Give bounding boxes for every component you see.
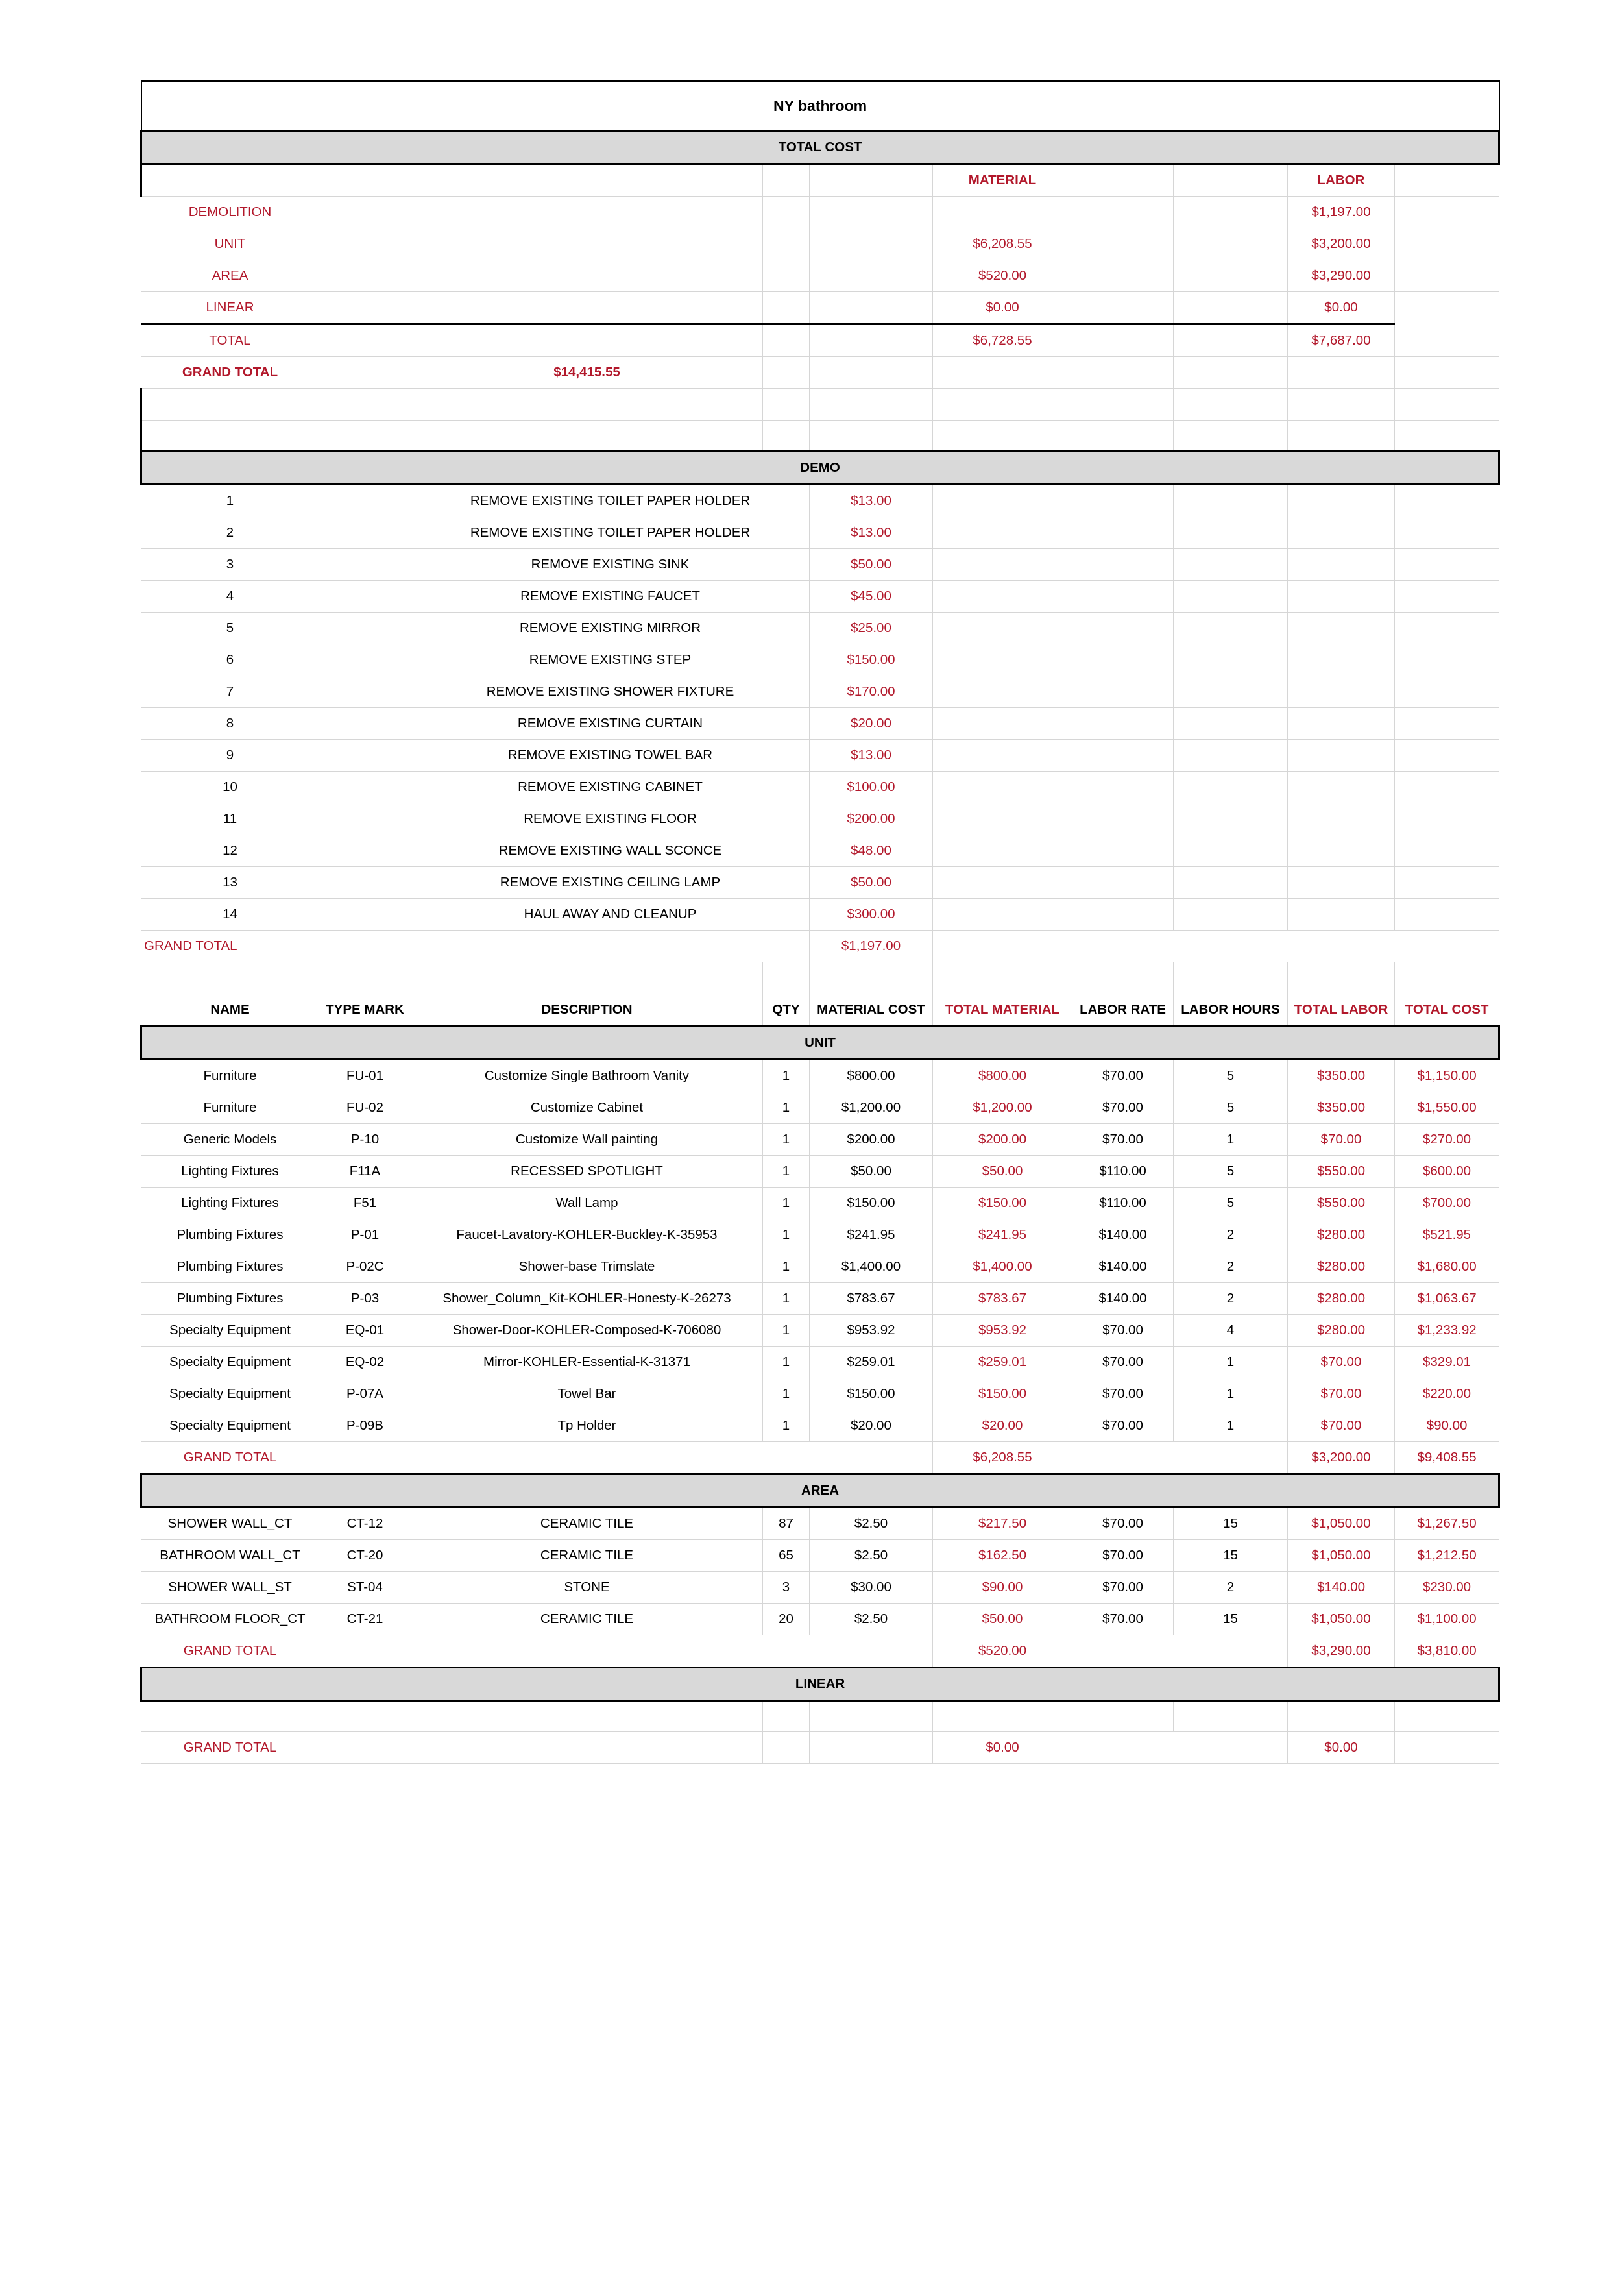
area-grand-total-cost: $3,810.00 xyxy=(1395,1635,1499,1668)
summary-total-label: TOTAL xyxy=(141,324,319,357)
area-row: SHOWER WALL_ST ST-04 STONE 3 $30.00 $90.00 $70.00 2 $140.00 $230.00 xyxy=(141,1572,1499,1604)
area-grand-total-row xyxy=(141,1635,1499,1668)
summary-label: AREA xyxy=(141,260,319,292)
section-demo: DEMO xyxy=(141,452,1499,485)
unit-row: Specialty Equipment P-09B Tp Holder 1 $20.00 $20.00 $70.00 1 $70.00 $90.00 xyxy=(141,1410,1499,1442)
demo-item-description: REMOVE EXISTING FAUCET xyxy=(411,581,810,613)
demo-item-description: REMOVE EXISTING TOILET PAPER HOLDER xyxy=(411,485,810,517)
demo-grand-total-row xyxy=(141,931,1499,962)
summary-total-row xyxy=(141,324,1499,357)
demo-item-number: 14 xyxy=(141,899,319,931)
section-total-cost: TOTAL COST xyxy=(141,131,1499,164)
demo-grand-total-label: GRAND TOTAL xyxy=(141,931,810,962)
unit-grand-total-material: $6,208.55 xyxy=(933,1442,1072,1474)
col-total-cost: TOTAL COST xyxy=(1395,994,1499,1027)
demo-item-description: REMOVE EXISTING WALL SCONCE xyxy=(411,835,810,867)
unit-row: Specialty Equipment P-07A Towel Bar 1 $150.00 $150.00 $70.00 1 $70.00 $220.00 xyxy=(141,1378,1499,1410)
demo-item-cost: $48.00 xyxy=(810,835,933,867)
summary-row xyxy=(141,292,1499,324)
col-description: DESCRIPTION xyxy=(411,994,763,1027)
demo-item-cost: $150.00 xyxy=(810,644,933,676)
unit-grand-total-label: GRAND TOTAL xyxy=(141,1442,319,1474)
demo-item-cost: $25.00 xyxy=(810,613,933,644)
demo-item-number: 6 xyxy=(141,644,319,676)
summary-labor: $3,290.00 xyxy=(1288,260,1395,292)
demo-row xyxy=(141,613,1499,644)
unit-row: Specialty Equipment EQ-01 Shower-Door-KOHLER-Composed-K-706080 1 $953.92 $953.92 $70.00 4 $280.00 $1,233.92 xyxy=(141,1315,1499,1347)
demo-item-cost: $170.00 xyxy=(810,676,933,708)
demo-row xyxy=(141,708,1499,740)
demo-item-description: REMOVE EXISTING SINK xyxy=(411,549,810,581)
demo-row xyxy=(141,740,1499,772)
summary-labor: $0.00 xyxy=(1288,292,1395,324)
col-labor-rate: LABOR RATE xyxy=(1072,994,1174,1027)
demo-row xyxy=(141,485,1499,517)
unit-row: Furniture FU-02 Customize Cabinet 1 $1,200.00 $1,200.00 $70.00 5 $350.00 $1,550.00 xyxy=(141,1092,1499,1124)
demo-item-number: 4 xyxy=(141,581,319,613)
demo-item-number: 3 xyxy=(141,549,319,581)
unit-grand-total-labor: $3,200.00 xyxy=(1288,1442,1395,1474)
demo-item-cost: $300.00 xyxy=(810,899,933,931)
section-linear: LINEAR xyxy=(141,1668,1499,1701)
demo-item-description: REMOVE EXISTING STEP xyxy=(411,644,810,676)
demo-item-number: 2 xyxy=(141,517,319,549)
col-qty: QTY xyxy=(763,994,810,1027)
demo-grand-total-value: $1,197.00 xyxy=(810,931,933,962)
demo-item-description: REMOVE EXISTING MIRROR xyxy=(411,613,810,644)
summary-label: DEMOLITION xyxy=(141,197,319,228)
demo-row xyxy=(141,899,1499,931)
section-area: AREA xyxy=(141,1474,1499,1508)
demo-item-cost: $50.00 xyxy=(810,867,933,899)
area-row: SHOWER WALL_CT CT-12 CERAMIC TILE 87 $2.50 $217.50 $70.00 15 $1,050.00 $1,267.50 xyxy=(141,1508,1499,1540)
unit-grand-total-cost: $9,408.55 xyxy=(1395,1442,1499,1474)
linear-grand-total-row xyxy=(141,1732,1499,1764)
demo-item-number: 9 xyxy=(141,740,319,772)
summary-label: LINEAR xyxy=(141,292,319,324)
demo-item-number: 13 xyxy=(141,867,319,899)
demo-item-description: REMOVE EXISTING CEILING LAMP xyxy=(411,867,810,899)
demo-item-cost: $200.00 xyxy=(810,803,933,835)
section-unit: UNIT xyxy=(141,1027,1499,1060)
demo-row xyxy=(141,549,1499,581)
demo-item-cost: $13.00 xyxy=(810,740,933,772)
demo-item-description: REMOVE EXISTING FLOOR xyxy=(411,803,810,835)
demo-item-number: 11 xyxy=(141,803,319,835)
summary-material: $6,208.55 xyxy=(933,228,1072,260)
demo-item-description: REMOVE EXISTING TOILET PAPER HOLDER xyxy=(411,517,810,549)
unit-row: Plumbing Fixtures P-02C Shower-base Trimslate 1 $1,400.00 $1,400.00 $140.00 2 $280.00 $1,680.00 xyxy=(141,1251,1499,1283)
area-grand-total-label: GRAND TOTAL xyxy=(141,1635,319,1668)
summary-material: $520.00 xyxy=(933,260,1072,292)
material-header: MATERIAL xyxy=(933,164,1072,197)
demo-item-description: HAUL AWAY AND CLEANUP xyxy=(411,899,810,931)
summary-labor: $1,197.00 xyxy=(1288,197,1395,228)
col-total-labor: TOTAL LABOR xyxy=(1288,994,1395,1027)
demo-item-cost: $13.00 xyxy=(810,485,933,517)
area-grand-total-labor: $3,290.00 xyxy=(1288,1635,1395,1668)
column-header-row xyxy=(141,994,1499,1027)
grand-total-label: GRAND TOTAL xyxy=(141,357,319,389)
area-row: BATHROOM WALL_CT CT-20 CERAMIC TILE 65 $2.50 $162.50 $70.00 15 $1,050.00 $1,212.50 xyxy=(141,1540,1499,1572)
col-name: NAME xyxy=(141,994,319,1027)
summary-material: $0.00 xyxy=(933,292,1072,324)
summary-total-labor: $7,687.00 xyxy=(1288,324,1395,357)
demo-item-number: 7 xyxy=(141,676,319,708)
unit-grand-total-row xyxy=(141,1442,1499,1474)
sheet-title: NY bathroom xyxy=(141,81,1499,131)
demo-row xyxy=(141,867,1499,899)
demo-row xyxy=(141,517,1499,549)
demo-row xyxy=(141,581,1499,613)
demo-item-cost: $13.00 xyxy=(810,517,933,549)
demo-item-number: 5 xyxy=(141,613,319,644)
demo-item-number: 12 xyxy=(141,835,319,867)
grand-total-row xyxy=(141,357,1499,389)
demo-row xyxy=(141,644,1499,676)
demo-row xyxy=(141,803,1499,835)
grand-total-value: $14,415.55 xyxy=(411,357,763,389)
demo-item-description: REMOVE EXISTING TOWEL BAR xyxy=(411,740,810,772)
summary-material xyxy=(933,197,1072,228)
demo-item-cost: $20.00 xyxy=(810,708,933,740)
demo-item-number: 8 xyxy=(141,708,319,740)
linear-grand-total-labor: $0.00 xyxy=(1288,1732,1395,1764)
linear-grand-total-material: $0.00 xyxy=(933,1732,1072,1764)
unit-row: Lighting Fixtures F51 Wall Lamp 1 $150.00 $150.00 $110.00 5 $550.00 $700.00 xyxy=(141,1188,1499,1219)
area-grand-total-material: $520.00 xyxy=(933,1635,1072,1668)
summary-labor: $3,200.00 xyxy=(1288,228,1395,260)
cost-estimate-sheet xyxy=(140,80,1498,1764)
summary-row xyxy=(141,260,1499,292)
summary-label: UNIT xyxy=(141,228,319,260)
unit-row: Specialty Equipment EQ-02 Mirror-KOHLER-Essential-K-31371 1 $259.01 $259.01 $70.00 1 $70.00 $329.01 xyxy=(141,1347,1499,1378)
demo-item-cost: $45.00 xyxy=(810,581,933,613)
unit-row: Lighting Fixtures F11A RECESSED SPOTLIGHT 1 $50.00 $50.00 $110.00 5 $550.00 $600.00 xyxy=(141,1156,1499,1188)
summary-row xyxy=(141,228,1499,260)
demo-item-cost: $50.00 xyxy=(810,549,933,581)
demo-item-number: 10 xyxy=(141,772,319,803)
unit-row: Plumbing Fixtures P-03 Shower_Column_Kit-KOHLER-Honesty-K-26273 1 $783.67 $783.67 $140.00 2 $280.00 $1,063.67 xyxy=(141,1283,1499,1315)
demo-item-cost: $100.00 xyxy=(810,772,933,803)
unit-row: Furniture FU-01 Customize Single Bathroom Vanity 1 $800.00 $800.00 $70.00 5 $350.00 $1,150.00 xyxy=(141,1060,1499,1092)
cost-table xyxy=(140,80,1500,1764)
demo-row xyxy=(141,676,1499,708)
col-total-material: TOTAL MATERIAL xyxy=(933,994,1072,1027)
demo-item-description: REMOVE EXISTING CABINET xyxy=(411,772,810,803)
area-row: BATHROOM FLOOR_CT CT-21 CERAMIC TILE 20 $2.50 $50.00 $70.00 15 $1,050.00 $1,100.00 xyxy=(141,1604,1499,1635)
demo-item-description: REMOVE EXISTING SHOWER FIXTURE xyxy=(411,676,810,708)
col-labor-hours: LABOR HOURS xyxy=(1174,994,1288,1027)
col-material-cost: MATERIAL COST xyxy=(810,994,933,1027)
linear-grand-total-label: GRAND TOTAL xyxy=(141,1732,319,1764)
demo-item-number: 1 xyxy=(141,485,319,517)
summary-total-material: $6,728.55 xyxy=(933,324,1072,357)
unit-row: Plumbing Fixtures P-01 Faucet-Lavatory-KOHLER-Buckley-K-35953 1 $241.95 $241.95 $140.00 2 $280.00 $521.95 xyxy=(141,1219,1499,1251)
labor-header: LABOR xyxy=(1288,164,1395,197)
unit-row: Generic Models P-10 Customize Wall painting 1 $200.00 $200.00 $70.00 1 $70.00 $270.00 xyxy=(141,1124,1499,1156)
demo-row xyxy=(141,835,1499,867)
col-type-mark: TYPE MARK xyxy=(319,994,411,1027)
summary-row xyxy=(141,197,1499,228)
demo-item-description: REMOVE EXISTING CURTAIN xyxy=(411,708,810,740)
demo-row xyxy=(141,772,1499,803)
